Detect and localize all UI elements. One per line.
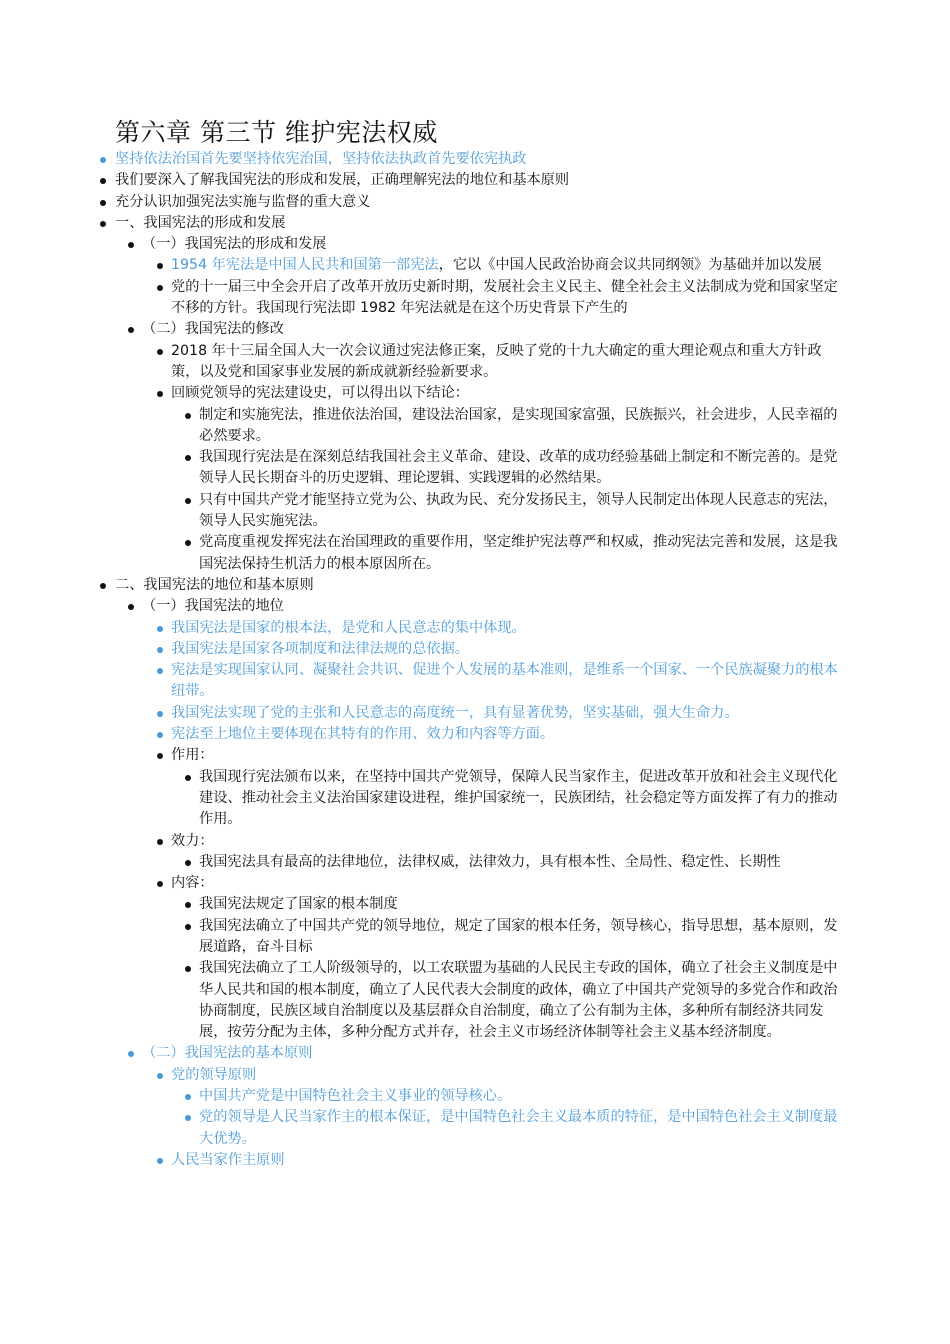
outline-item-text: ，它以《中国人民政治协商会议共同纲领》为基础并加以发展 [438, 257, 822, 274]
bullet-icon [157, 881, 163, 887]
outline-item [0, 618, 950, 639]
outline-item-text: 效力： [171, 832, 214, 849]
outline-item [0, 1065, 950, 1086]
outline-item [0, 192, 950, 213]
bullet-icon [157, 1158, 163, 1164]
outline-item [0, 1086, 950, 1107]
bullet-icon [157, 839, 163, 845]
bullet-icon [128, 1051, 134, 1057]
bullet-icon [100, 200, 106, 206]
outline-item-text: 我国宪法是国家各项制度和法律法规的总依据。 [171, 640, 469, 657]
outline-item-text: 我们要深入了解我国宪法的形成和发展，正确理解宪法的地位和基本原则 [115, 172, 570, 189]
bullet-icon [128, 327, 134, 333]
bullet-icon [100, 583, 106, 589]
outline-item [0, 405, 950, 448]
outline-list [0, 149, 950, 1171]
bullet-icon [157, 1073, 163, 1079]
outline-item-text: 党的领导是人民当家作主的根本保证，是中国特色社会主义最本质的特征，是中国特色社会主义制度最大优势。 [199, 1109, 838, 1147]
outline-item [0, 490, 950, 533]
outline-item [0, 703, 950, 724]
bullet-icon [185, 1115, 191, 1121]
outline-item-text: 作用： [171, 747, 214, 764]
outline-item-text: 制定和实施宪法，推进依法治国，建设法治国家，是实现国家富强，民族振兴，社会进步，人民幸福的必然要求。 [199, 406, 838, 444]
bullet-icon [100, 157, 106, 163]
outline-item-text: （二）我国宪法的修改 [142, 321, 284, 338]
bullet-icon [185, 1094, 191, 1100]
outline-item [0, 234, 950, 255]
bullet-icon [185, 413, 191, 419]
outline-item-text: 党高度重视发挥宪法在治国理政的重要作用，坚定维护宪法尊严和权威，推动宪法完善和发展，这是我国宪法保持生机活力的根本原因所在。 [199, 534, 838, 572]
outline-item-text: 一、我国宪法的形成和发展 [115, 214, 286, 231]
bullet-icon [157, 647, 163, 653]
outline-item-text: 回顾党领导的宪法建设史，可以得出以下结论： [171, 385, 469, 402]
bullet-icon [185, 924, 191, 930]
outline-item [0, 149, 950, 170]
bullet-icon [185, 775, 191, 781]
bullet-icon [128, 604, 134, 610]
outline-item [0, 894, 950, 915]
bullet-icon [157, 753, 163, 759]
page-title: 第六章 第三节 维护宪法权威 [115, 118, 438, 147]
outline-item-text: 充分认识加强宪法实施与监督的重大意义 [115, 193, 371, 210]
outline-item-text: （一）我国宪法的形成和发展 [142, 236, 327, 253]
bullet-icon [157, 711, 163, 717]
outline-item-text: （一）我国宪法的地位 [142, 598, 284, 615]
outline-item-text: 党的十一届三中全会开启了改革开放历史新时期，发展社会主义民主、健全社会主义法制成为党和国家坚定不移的方针。我国现行宪法即 1982 年宪法就是在这个历史背景下产生的 [171, 278, 838, 317]
outline-item [0, 447, 950, 490]
outline-item-text: 我国现行宪法是在深刻总结我国社会主义革命、建设、改革的成功经验基础上制定和不断完善的。是党领导人民长期奋斗的历史逻辑、理论逻辑、实践逻辑的必然结果。 [199, 449, 838, 487]
outline-item-text: 我国宪法具有最高的法律地位，法律权威，法律效力，具有根本性、全局性、稳定性、长期性 [199, 853, 781, 870]
outline-item-text: 内容： [171, 875, 214, 892]
outline-item [0, 767, 950, 831]
outline-item-text: 我国宪法实现了党的主张和人民意志的高度统一，具有显著优势，坚实基础，强大生命力。 [171, 704, 739, 721]
bullet-icon [157, 391, 163, 397]
outline-item-text: 中国共产党是中国特色社会主义事业的领导核心。 [199, 1088, 512, 1105]
outline-item [0, 852, 950, 873]
bullet-icon [185, 902, 191, 908]
bullet-icon [157, 263, 163, 269]
outline-item-text: 我国宪法确立了中国共产党的领导地位，规定了国家的根本任务，领导核心，指导思想，基本原则，发展道路，奋斗目标 [199, 917, 838, 955]
outline-item-text: 党的领导原则 [171, 1066, 257, 1083]
outline-item-text: 我国宪法规定了国家的根本制度 [199, 896, 398, 913]
outline-item [0, 532, 950, 575]
outline-item [0, 1043, 950, 1064]
outline-item [0, 383, 950, 404]
outline-item-text: 2018 年十三届全国人大一次会议通过宪法修正案，反映了党的十九大确定的重大理论观点和重大方针政策，以及党和国家事业发展的新成就新经验新要求。 [171, 342, 822, 380]
outline-item [0, 255, 950, 276]
outline-item [0, 575, 950, 596]
outline-item-text: （二）我国宪法的基本原则 [142, 1045, 313, 1062]
outline-item [0, 1150, 950, 1171]
bullet-icon [157, 668, 163, 674]
outline-item-text: 只有中国共产党才能坚持立党为公、执政为民、充分发扬民主，领导人民制定出体现人民意志的宪法，领导人民实施宪法。 [199, 491, 838, 530]
outline-item-text: 宪法是实现国家认同、凝聚社会共识、促进个人发展的基本准则，是维系一个国家、一个民族凝聚力的根本纽带。 [171, 662, 838, 700]
bullet-icon [157, 626, 163, 632]
bullet-icon [157, 285, 163, 291]
outline-item [0, 277, 950, 320]
bullet-icon [100, 221, 106, 227]
bullet-icon [128, 242, 134, 248]
highlighted-text: 1954 年宪法是中国人民共和国第一部宪法 [171, 257, 439, 274]
bullet-icon [157, 732, 163, 738]
outline-item [0, 745, 950, 766]
outline-item [0, 1107, 950, 1150]
bullet-icon [185, 540, 191, 546]
outline-item [0, 831, 950, 852]
outline-item-text: 二、我国宪法的地位和基本原则 [115, 576, 314, 593]
outline-item-text: 人民当家作主原则 [171, 1151, 285, 1168]
outline-item [0, 213, 950, 234]
outline-item-text: 我国现行宪法颁布以来，在坚持中国共产党领导，保障人民当家作主，促进改革开放和社会主义现代化建设、推动社会主义法治国家建设进程，维护国家统一，民族团结，社会稳定等方面发挥了有力的推动作用。 [199, 768, 838, 828]
outline-item-text: 宪法至上地位主要体现在其特有的作用、效力和内容等方面。 [171, 726, 555, 743]
outline-item [0, 916, 950, 959]
outline-item [0, 660, 950, 703]
outline-item [0, 170, 950, 191]
outline-item [0, 319, 950, 340]
outline-item [0, 341, 950, 384]
outline-item [0, 873, 950, 894]
bullet-icon [185, 860, 191, 866]
outline-item [0, 958, 950, 1043]
outline-item-text: 我国宪法确立了工人阶级领导的，以工农联盟为基础的人民民主专政的国体，确立了社会主义制度是中华人民共和国的根本制度，确立了人民代表大会制度的政体，确立了中国共产党领导的多党合作和政治协商制度，民族区域自治制度以及基层群众自治制度，确立了公有制为主体，多种所有制经济共同发展，按劳分配为主体，多种分配方式并存，社会主义市场经济体制等社会主义基本经济制度。 [199, 960, 838, 1041]
bullet-icon [100, 178, 106, 184]
outline-item [0, 724, 950, 745]
bullet-icon [185, 966, 191, 972]
bullet-icon [185, 498, 191, 504]
outline-item [0, 639, 950, 660]
outline-item [0, 596, 950, 617]
outline-item-text: 坚持依法治国首先要坚持依宪治国，坚持依法执政首先要依宪执政 [115, 151, 527, 167]
bullet-icon [185, 455, 191, 461]
bullet-icon [157, 349, 163, 355]
outline-item-text: 我国宪法是国家的根本法，是党和人民意志的集中体现。 [171, 619, 526, 636]
